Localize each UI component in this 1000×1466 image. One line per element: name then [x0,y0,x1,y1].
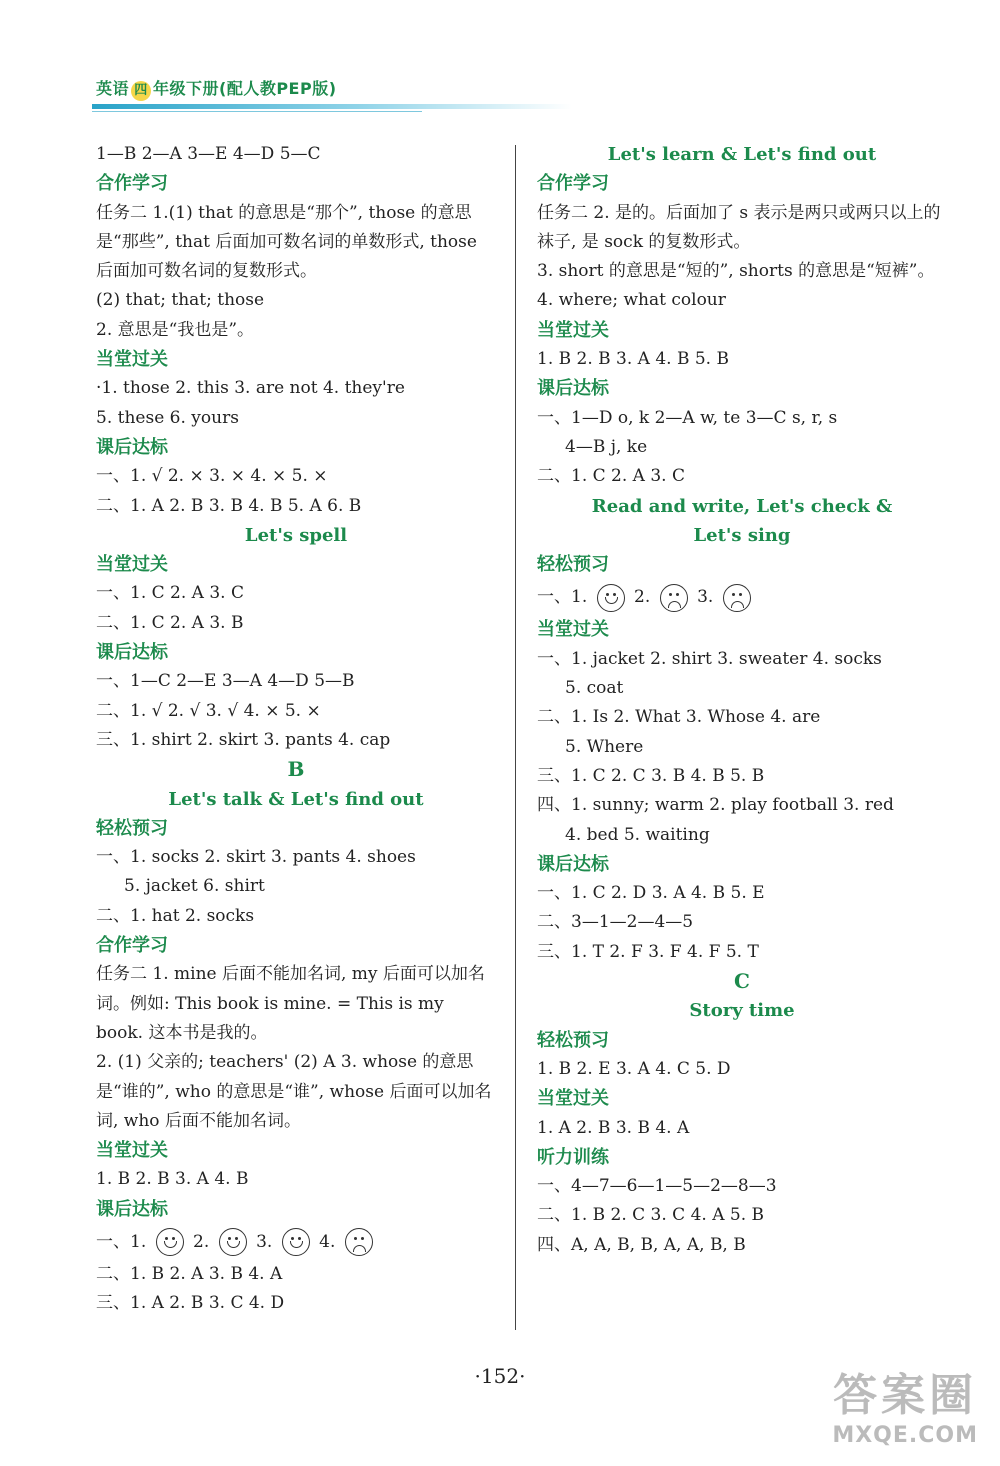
header-title-pre: 英语 [96,79,130,98]
answer-line: 四、A, A, B, B, A, A, B, B [537,1234,746,1255]
face-number: 2. [634,587,651,608]
face-number: 3. [697,587,714,608]
section-heading: 当堂过关 [96,554,168,576]
answer-line: 一、1. C 2. D 3. A 4. B 5. E [537,883,765,904]
section-heading: 轻松预习 [537,554,609,576]
answer-line: 1. B 2. E 3. A 4. C 5. D [537,1058,731,1079]
answer-paragraph: 任务二 1. mine 后面不能加名词, my 后面可以加名词。例如: This book is mine. = This is my book. 这本书是我的。 [96,964,485,1043]
answer-line: 三、1. A 2. B 3. C 4. D [96,1293,285,1314]
lesson-title: Let's spell [244,524,348,546]
answer-line: 三、1. shirt 2. skirt 3. pants 4. cap [96,729,391,750]
answer-line: 二、1. Is 2. What 3. Whose 4. are [537,707,821,728]
sad-face-icon [723,584,751,612]
section-heading: 轻松预习 [96,817,168,839]
answer-line: 二、1. A 2. B 3. B 4. B 5. A 6. B [96,495,362,516]
left-column [96,140,496,1319]
page-header [96,76,337,101]
section-heading: 课后达标 [96,1198,168,1220]
answer-line: 5. Where [565,736,644,757]
answer-paragraph: 任务二 2. 是的。后面加了 s 表示是两只或两只以上的袜子, 是 sock 的复数形式。 [537,202,941,252]
lesson-title: Story time [689,1000,795,1022]
header-rule-thin [92,111,422,112]
section-heading: 课后达标 [537,378,609,400]
answer-line: 一、4—7—6—1—5—2—8—3 [537,1176,777,1197]
answer-line: 5. jacket 6. shirt [124,876,265,897]
smile-face-icon [219,1228,247,1256]
watermark-logo [832,1359,978,1448]
page-number: ·152· [474,1364,526,1388]
answer-line: 一、1. socks 2. skirt 3. pants 4. shoes [96,847,416,868]
answer-line: 二、3—1—2—4—5 [537,912,694,933]
answer-line: 二、1. hat 2. socks [96,905,255,926]
section-heading: 当堂过关 [537,319,609,341]
answer-line: 1. A 2. B 3. B 4. A [537,1117,690,1138]
watermark-url: MXQE.COM [832,1423,978,1448]
lesson-title: Let's learn & Let's find out [607,144,877,165]
right-column [537,140,947,1260]
lesson-title: Read and write, Let's check & [591,495,893,517]
section-heading: 合作学习 [96,173,168,195]
watermark-text: 答案圈 [833,1370,978,1421]
answer-paragraph: 3. short 的意思是“短的”, shorts 的意思是“短裤”。 4. where; what colour [537,261,935,311]
answer-line: 一、1. C 2. A 3. C [96,583,244,604]
answer-line: 三、1. C 2. C 3. B 4. B 5. B [537,765,765,786]
sad-face-icon [660,584,688,612]
answer-line: ·1. those 2. this 3. are not 4. they're [96,378,405,399]
faces-prefix: 一、1. [96,1231,147,1252]
section-heading: 轻松预习 [537,1029,609,1051]
lesson-title: Let's talk & Let's find out [168,788,424,810]
answer-line: 二、1. C 2. A 3. C [537,466,685,487]
answer-line: 二、1. √ 2. √ 3. √ 4. × 5. × [96,700,321,721]
section-heading: 课后达标 [96,642,168,664]
answer-line: 5. these 6. yours [96,407,239,428]
face-number: 3. [256,1231,273,1252]
answer-line: 1. B 2. B 3. A 4. B 5. B [537,349,729,370]
answer-line: 一、1—D o, k 2—A w, te 3—C s, r, s [537,407,838,428]
smile-face-icon [282,1228,310,1256]
column-divider [515,145,516,1330]
section-heading: 听力训练 [537,1146,609,1168]
answer-line: 四、1. sunny; warm 2. play football 3. red [537,795,894,816]
answer-line: 1—B 2—A 3—E 4—D 5—C [96,144,321,164]
section-heading: 当堂过关 [537,619,609,641]
faces-line [96,1224,496,1260]
answer-paragraph: 2. (1) 父亲的; teachers' (2) A 3. whose 的意思是“谁的”, who 的意思是“谁”, whose 后面可以加名词, who 后面不能加名词。 [96,1052,492,1131]
answer-line: 二、1. B 2. C 3. C 4. A 5. B [537,1205,765,1226]
section-heading: 当堂过关 [96,349,168,371]
answer-line: 4—B j, ke [565,436,648,457]
answer-line: 二、1. C 2. A 3. B [96,612,244,633]
header-rule [92,104,572,109]
face-number: 2. [193,1231,210,1252]
answer-line: 1. B 2. B 3. A 4. B [96,1169,249,1190]
answer-line: 4. bed 5. waiting [565,824,710,845]
section-heading: 课后达标 [96,436,168,458]
part-title: C [734,969,750,994]
face-number: 4. [319,1231,336,1252]
smile-face-icon [156,1228,184,1256]
section-heading: 当堂过关 [537,1088,609,1110]
grade-badge: 四 [131,81,151,101]
lesson-title: Let's sing [693,524,791,546]
faces-line [537,579,947,615]
faces-prefix: 一、1. [537,587,588,608]
answer-line: 三、1. T 2. F 3. F 4. F 5. T [537,941,759,962]
sad-face-icon [345,1228,373,1256]
answer-line: 2. 意思是“我也是”。 [96,319,255,340]
section-heading: 合作学习 [537,173,609,195]
part-title: B [287,757,305,782]
section-heading: 当堂过关 [96,1140,168,1162]
answer-line: 一、1—C 2—E 3—A 4—D 5—B [96,671,355,692]
section-heading: 合作学习 [96,935,168,957]
section-heading: 课后达标 [537,853,609,875]
answer-line: 5. coat [565,678,624,699]
answer-line: 一、1. √ 2. × 3. × 4. × 5. × [96,466,328,487]
answer-line: 二、1. B 2. A 3. B 4. A [96,1263,283,1284]
answer-line: 一、1. jacket 2. shirt 3. sweater 4. socks [537,648,882,669]
smile-face-icon [597,584,625,612]
header-title-post: 年级下册(配人教PEP版) [153,79,337,98]
answer-paragraph: 任务二 1.(1) that 的意思是“那个”, those 的意思是“那些”, that 后面加可数名词的单数形式, those 后面加可数名词的复数形式。 [96,202,477,282]
answer-line: (2) that; that; those [96,290,265,311]
